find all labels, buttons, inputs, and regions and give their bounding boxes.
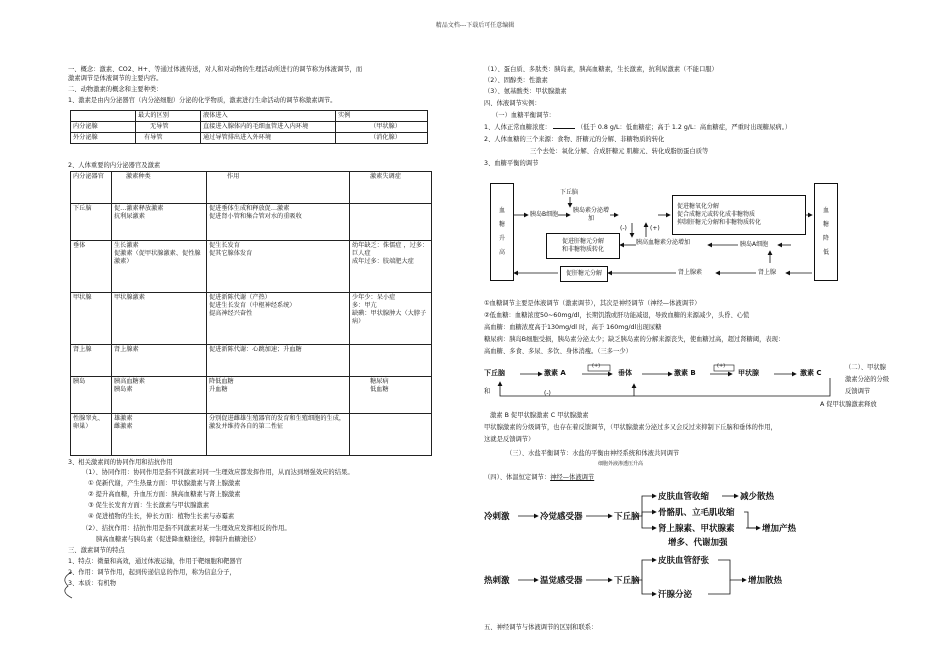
features-title: 三、激素调节的特点 bbox=[68, 547, 125, 554]
note-4: 糖尿病：胰岛B细胞受损，胰岛素分泌太少；缺乏胰岛素的分解来源丧失，使血糖过高，超过肾糖阈，表现： bbox=[484, 336, 785, 343]
chain-hypothalamus: 下丘脑 bbox=[484, 369, 505, 377]
hormone-legend: 激素 B 促甲状腺激素 C 甲状腺激素 bbox=[490, 412, 589, 419]
table2-cell: 性腺睾丸、卵巢） bbox=[71, 414, 112, 456]
thyroid-chain bbox=[484, 362, 844, 402]
hypothalamus-hot: 下丘脑 bbox=[614, 576, 640, 586]
table1-header-blank bbox=[71, 111, 136, 122]
table2-header: 内分泌器官 bbox=[71, 172, 112, 204]
reduce-heat-loss: 减少散热 bbox=[740, 492, 775, 502]
glucose-sources: 2、人体血糖的三个来源：食物、肝糖元的分解、非糖物质的转化 bbox=[484, 136, 665, 143]
table1-header: 液体进入 bbox=[201, 111, 336, 122]
hypothalamus-cold: 下丘脑 bbox=[614, 512, 640, 522]
minus-mark: (-) bbox=[620, 225, 627, 232]
temperature-mode: 神经—体液调节 bbox=[550, 474, 595, 481]
thyroid-note-4: A 促甲状腺激素释放 bbox=[820, 401, 877, 408]
table2-cell bbox=[350, 414, 432, 456]
chain-hormone-b: 激素 B bbox=[674, 369, 696, 377]
chain-plus-1: (+) bbox=[592, 363, 601, 369]
glucose-title: （一）血糖平衡调节： bbox=[492, 112, 555, 119]
endocrine-table bbox=[70, 171, 432, 456]
table2-header: 激素失调症 bbox=[350, 172, 432, 204]
table2-cell: 雄激素 雌激素 bbox=[112, 414, 207, 456]
table2-header: 激素种类 bbox=[112, 172, 207, 204]
table2-cell bbox=[350, 204, 432, 241]
vasodilation: 皮肤血管舒张 bbox=[658, 556, 710, 566]
table2-cell: 垂体 bbox=[71, 241, 112, 293]
table2-cell: 胰高血糖素 胰岛素 bbox=[112, 377, 207, 414]
glucose-regulation-title: 3、血糖平衡的调节 bbox=[484, 160, 539, 167]
feature-3: 3、本质：有机物 bbox=[68, 580, 117, 587]
temperature-title bbox=[484, 474, 594, 482]
concept-line-2: 激素调节是体液调节的主要内容。 bbox=[68, 75, 163, 82]
osmotic-small: 细胞外液渗透压升高 bbox=[598, 461, 644, 467]
table2-cell: 胰岛 bbox=[71, 377, 112, 414]
chain-hormone-c: 激素 C bbox=[800, 369, 822, 377]
feedback-note: 甲状腺激素的分级调节，也存在着反馈调节，（甲状腺激素分泌过多又会反过来抑制下丘脑和垂体的作用， bbox=[484, 424, 777, 431]
plus-mark: (+) bbox=[650, 225, 660, 232]
synergy-def: （1）、协同作用：协同作用是指不同激素对同一生理效应都发挥作用，从而达到增强效应的结果。 bbox=[82, 469, 354, 476]
normal-glucose-label: 1、人体正常血糖浓度： bbox=[484, 124, 551, 131]
table1-cell: 有导管 bbox=[136, 133, 201, 144]
table2-cell: 下丘脑 bbox=[71, 204, 112, 241]
normal-glucose-desc: （低于 0.8 g/L：低血糖症；高于 1.2 g/L：高血糖症，严重时出现糖尿病。） bbox=[576, 124, 792, 131]
cold-receptor: 冷觉感受器 bbox=[540, 512, 583, 522]
glucagon-label: 胰高血糖素分泌增加 bbox=[636, 239, 691, 246]
flow-arrows bbox=[486, 175, 846, 295]
temperature-label: （四）、体温恒定调节： bbox=[484, 474, 551, 481]
vasoconstriction: 皮肤血管收缩 bbox=[658, 492, 710, 502]
synergy-item-2: ② 提升高血糖，升血压方面：胰高血糖素与肾上腺激素 bbox=[88, 491, 241, 498]
synergy-item-1: ① 促新代谢，产生热量方面：甲状腺激素与肾上腺激素 bbox=[88, 480, 241, 487]
temperature-flow bbox=[484, 484, 844, 614]
chain-plus-2: (+) bbox=[717, 363, 726, 369]
table2-cell: 分别促进雌雄生殖器官的发育和生殖细胞的生成，激发并维持各自的第二性征 bbox=[207, 414, 350, 456]
concept-line-1: 一、概念：激素、CO2、H+、等通过体液传送，对人和对动物的生理活动所进行的调节称为体液调节，而 bbox=[68, 66, 363, 73]
table2-cell: 甲状腺 bbox=[71, 293, 112, 345]
table2-cell: 肾上腺素 bbox=[112, 345, 207, 377]
chain-thyroid: 甲状腺 bbox=[738, 369, 759, 377]
hormone-definition: 1、激素是由内分泌器官（内分泌细胞）分泌的化学物质，激素进行生命活动的调节称激素调节。 bbox=[68, 97, 337, 104]
adrenal-label: 肾上腺 bbox=[758, 269, 777, 276]
blood-sugar-low: 血 糖 降 低 bbox=[814, 183, 838, 281]
table2-cell: 幼年缺乏：侏儒症 ，过多：巨人症 成年过多：肢端肥大症 bbox=[350, 241, 432, 293]
table2-cell: 甲状腺激素 bbox=[112, 293, 207, 345]
table2-cell: 降低血糖 升血糖 bbox=[207, 377, 350, 414]
table2-cell: 促生长发育 促其它腺体发育 bbox=[207, 241, 350, 293]
table2-cell: 促进新陈代谢：心跳加速；升血糖 bbox=[207, 345, 350, 377]
blank-line bbox=[553, 128, 575, 129]
table2-title: 2、人体重要的内分泌器官及激素 bbox=[68, 162, 161, 169]
islet-a-label: 胰岛A细胞 bbox=[740, 241, 769, 248]
thyroid-note-1: （二）、甲状腺 bbox=[845, 364, 886, 371]
table2-cell: 少年少：呆小症 多：甲亢 缺碘：甲状腺肿大（大脖子病） bbox=[350, 293, 432, 345]
note-3: 高血糖：血糖浓度高于130mg/dl 时，高于 160mg/dl出现尿糖 bbox=[484, 324, 662, 331]
chain-arrows bbox=[484, 362, 844, 402]
note-2: ②低血糖：血糖浓度50~60mg/dl，长期饥饿或肝功能减退，导致血糖的来源减少，头昏、心慌 bbox=[484, 312, 750, 319]
antagonism-example: 胰高血糖素与胰岛素（促进降血糖途径，抑制升血糖途径） bbox=[96, 536, 260, 543]
table1-cell: 直接进入腺体内的毛细血管进入内环境 bbox=[201, 122, 336, 133]
table2-cell: 糖尿病 低血糖 bbox=[350, 377, 432, 414]
table2-cell bbox=[350, 345, 432, 377]
synergy-title: 3、相关激素间的协同作用和拮抗作用 bbox=[68, 459, 173, 466]
glucose-sinks: 三个去处：氧化分解、合成肝糖元 肌糖元、转化成脂肪蛋白质等 bbox=[530, 148, 709, 155]
adrenal-thyroid: 肾上腺素、甲状腺素 bbox=[658, 524, 735, 534]
table1-cell: 外分泌腺 bbox=[71, 133, 136, 144]
table2-cell: 肾上腺 bbox=[71, 345, 112, 377]
warm-receptor: 温觉感受器 bbox=[540, 576, 583, 586]
section-2-title: 二、动物激素的概念和主要种类： bbox=[68, 86, 163, 93]
chain-pituitary: 垂体 bbox=[618, 369, 632, 377]
liver-glycogen-box: 促肝糖元分解 bbox=[560, 266, 608, 282]
protein-hormones: （1）、蛋白质、多肽类：胰岛素，胰高血糖素，生长激素，抗利尿激素（不能口服） bbox=[484, 66, 718, 73]
thyroid-note-3: 反馈调节 bbox=[845, 388, 871, 395]
feature-2: 2、作用：调节作用，起到传递信息的作用，称为信息分子， bbox=[68, 569, 236, 576]
islet-b-label: 胰岛B细胞 bbox=[530, 211, 559, 218]
sweat-secretion: 汗腺分泌 bbox=[658, 590, 693, 600]
section-4-title: 四、体液调节实例： bbox=[484, 100, 541, 107]
adrenaline-label: 肾上腺素 bbox=[678, 269, 703, 276]
table1-cell: 通过导管排出进入外环境 bbox=[201, 133, 336, 144]
thyroid-note-2: 激素分泌的分级 bbox=[845, 376, 890, 383]
blood-sugar-high: 血 糖 升 高 bbox=[490, 183, 514, 281]
glycogen-breakdown-box: 促进肝糖元分解 和非糖物质转化 bbox=[546, 233, 620, 259]
section-5-title: 五、神经调节与体液调节的区别和联系： bbox=[484, 624, 598, 631]
table1-header: 最大的区别 bbox=[136, 111, 201, 122]
table2-cell: 促…激素释放激素 抗利尿激素 bbox=[112, 204, 207, 241]
and-mark: 和 bbox=[484, 388, 491, 395]
table2-cell: 促进新陈代谢（产热） 促进生长发育（中枢神经系统） 提高神经兴奋性 bbox=[207, 293, 350, 345]
table2-cell: 生长激素 促激素（促甲状腺激素、促性腺激素） bbox=[112, 241, 207, 293]
table1-header: 实例 bbox=[336, 111, 428, 122]
muscle-shiver: 骨骼肌、立毛肌收缩 bbox=[658, 508, 735, 518]
insulin-effects-box: 促进糖氧化分解 促合成糖元或转化成非糖物质 抑制肝糖元分解和非糖物质转化 bbox=[672, 195, 806, 235]
table1-cell: 内分泌腺 bbox=[71, 122, 136, 133]
feedback-note-2: 这就是反馈调节） bbox=[484, 436, 535, 443]
glucose-flow-diagram bbox=[486, 175, 846, 295]
chain-hormone-a: 激素 A bbox=[544, 369, 566, 377]
increase-heat-loss: 增加散热 bbox=[748, 576, 783, 586]
feature-1: 1、特点：微量和高效，通过体液运输，作用于靶细胞和靶器官 bbox=[68, 558, 243, 565]
synergy-item-3: ③ 促生长发育方面：生长激素与甲状腺激素 bbox=[88, 502, 209, 509]
antagonism-def: （2）、拮抗作用：拮抗作用是指不同激素对某一生理效应发挥相反的作用。 bbox=[82, 525, 291, 532]
heat-stimulus: 热刺激 bbox=[484, 576, 510, 586]
insulin-label: 胰岛素分泌增加 bbox=[572, 207, 609, 222]
table1-cell: （甲状腺） bbox=[336, 122, 428, 133]
synergy-item-4: ④ 促进植物的生长，伸长方面：植物生长素与赤霉素 bbox=[88, 513, 235, 520]
metabolism-up: 增多、代谢加强 bbox=[668, 538, 728, 548]
table1-cell: （消化腺） bbox=[336, 133, 428, 144]
note-1: ①血糖调节主要是体液调节（激素调节），其次是神经调节（神经—体液调节） bbox=[484, 300, 701, 307]
amino-hormones: （3）、氨基酸类：甲状腺激素 bbox=[484, 88, 567, 95]
table2-header: 作用 bbox=[207, 172, 350, 204]
gland-compare-table bbox=[70, 110, 428, 144]
cold-stimulus: 冷刺激 bbox=[484, 512, 510, 522]
steroid-hormones: （2）、固醇类：性激素 bbox=[484, 77, 548, 84]
note-5: 高血糖、多食、多尿、多饮、身体消瘦。（三多一少） bbox=[484, 348, 632, 355]
chain-minus: (-) bbox=[544, 390, 551, 397]
table2-cell: 促进垂体生成和释放促…激素 促进肾小管和集合管对水的重吸收 bbox=[207, 204, 350, 241]
normal-glucose bbox=[484, 124, 791, 132]
table1-cell: 无导管 bbox=[136, 122, 201, 133]
page-header: 精品文档---下载后可任意编辑 bbox=[435, 22, 515, 29]
hypothalamus-label: 下丘脑 bbox=[560, 189, 579, 196]
increase-heat: 增加产热 bbox=[762, 524, 797, 534]
water-salt-title: （三）、水盐平衡调节：水盐的平衡由神经系统和体液共同调节 bbox=[506, 450, 680, 457]
brace-mark bbox=[58, 570, 78, 600]
